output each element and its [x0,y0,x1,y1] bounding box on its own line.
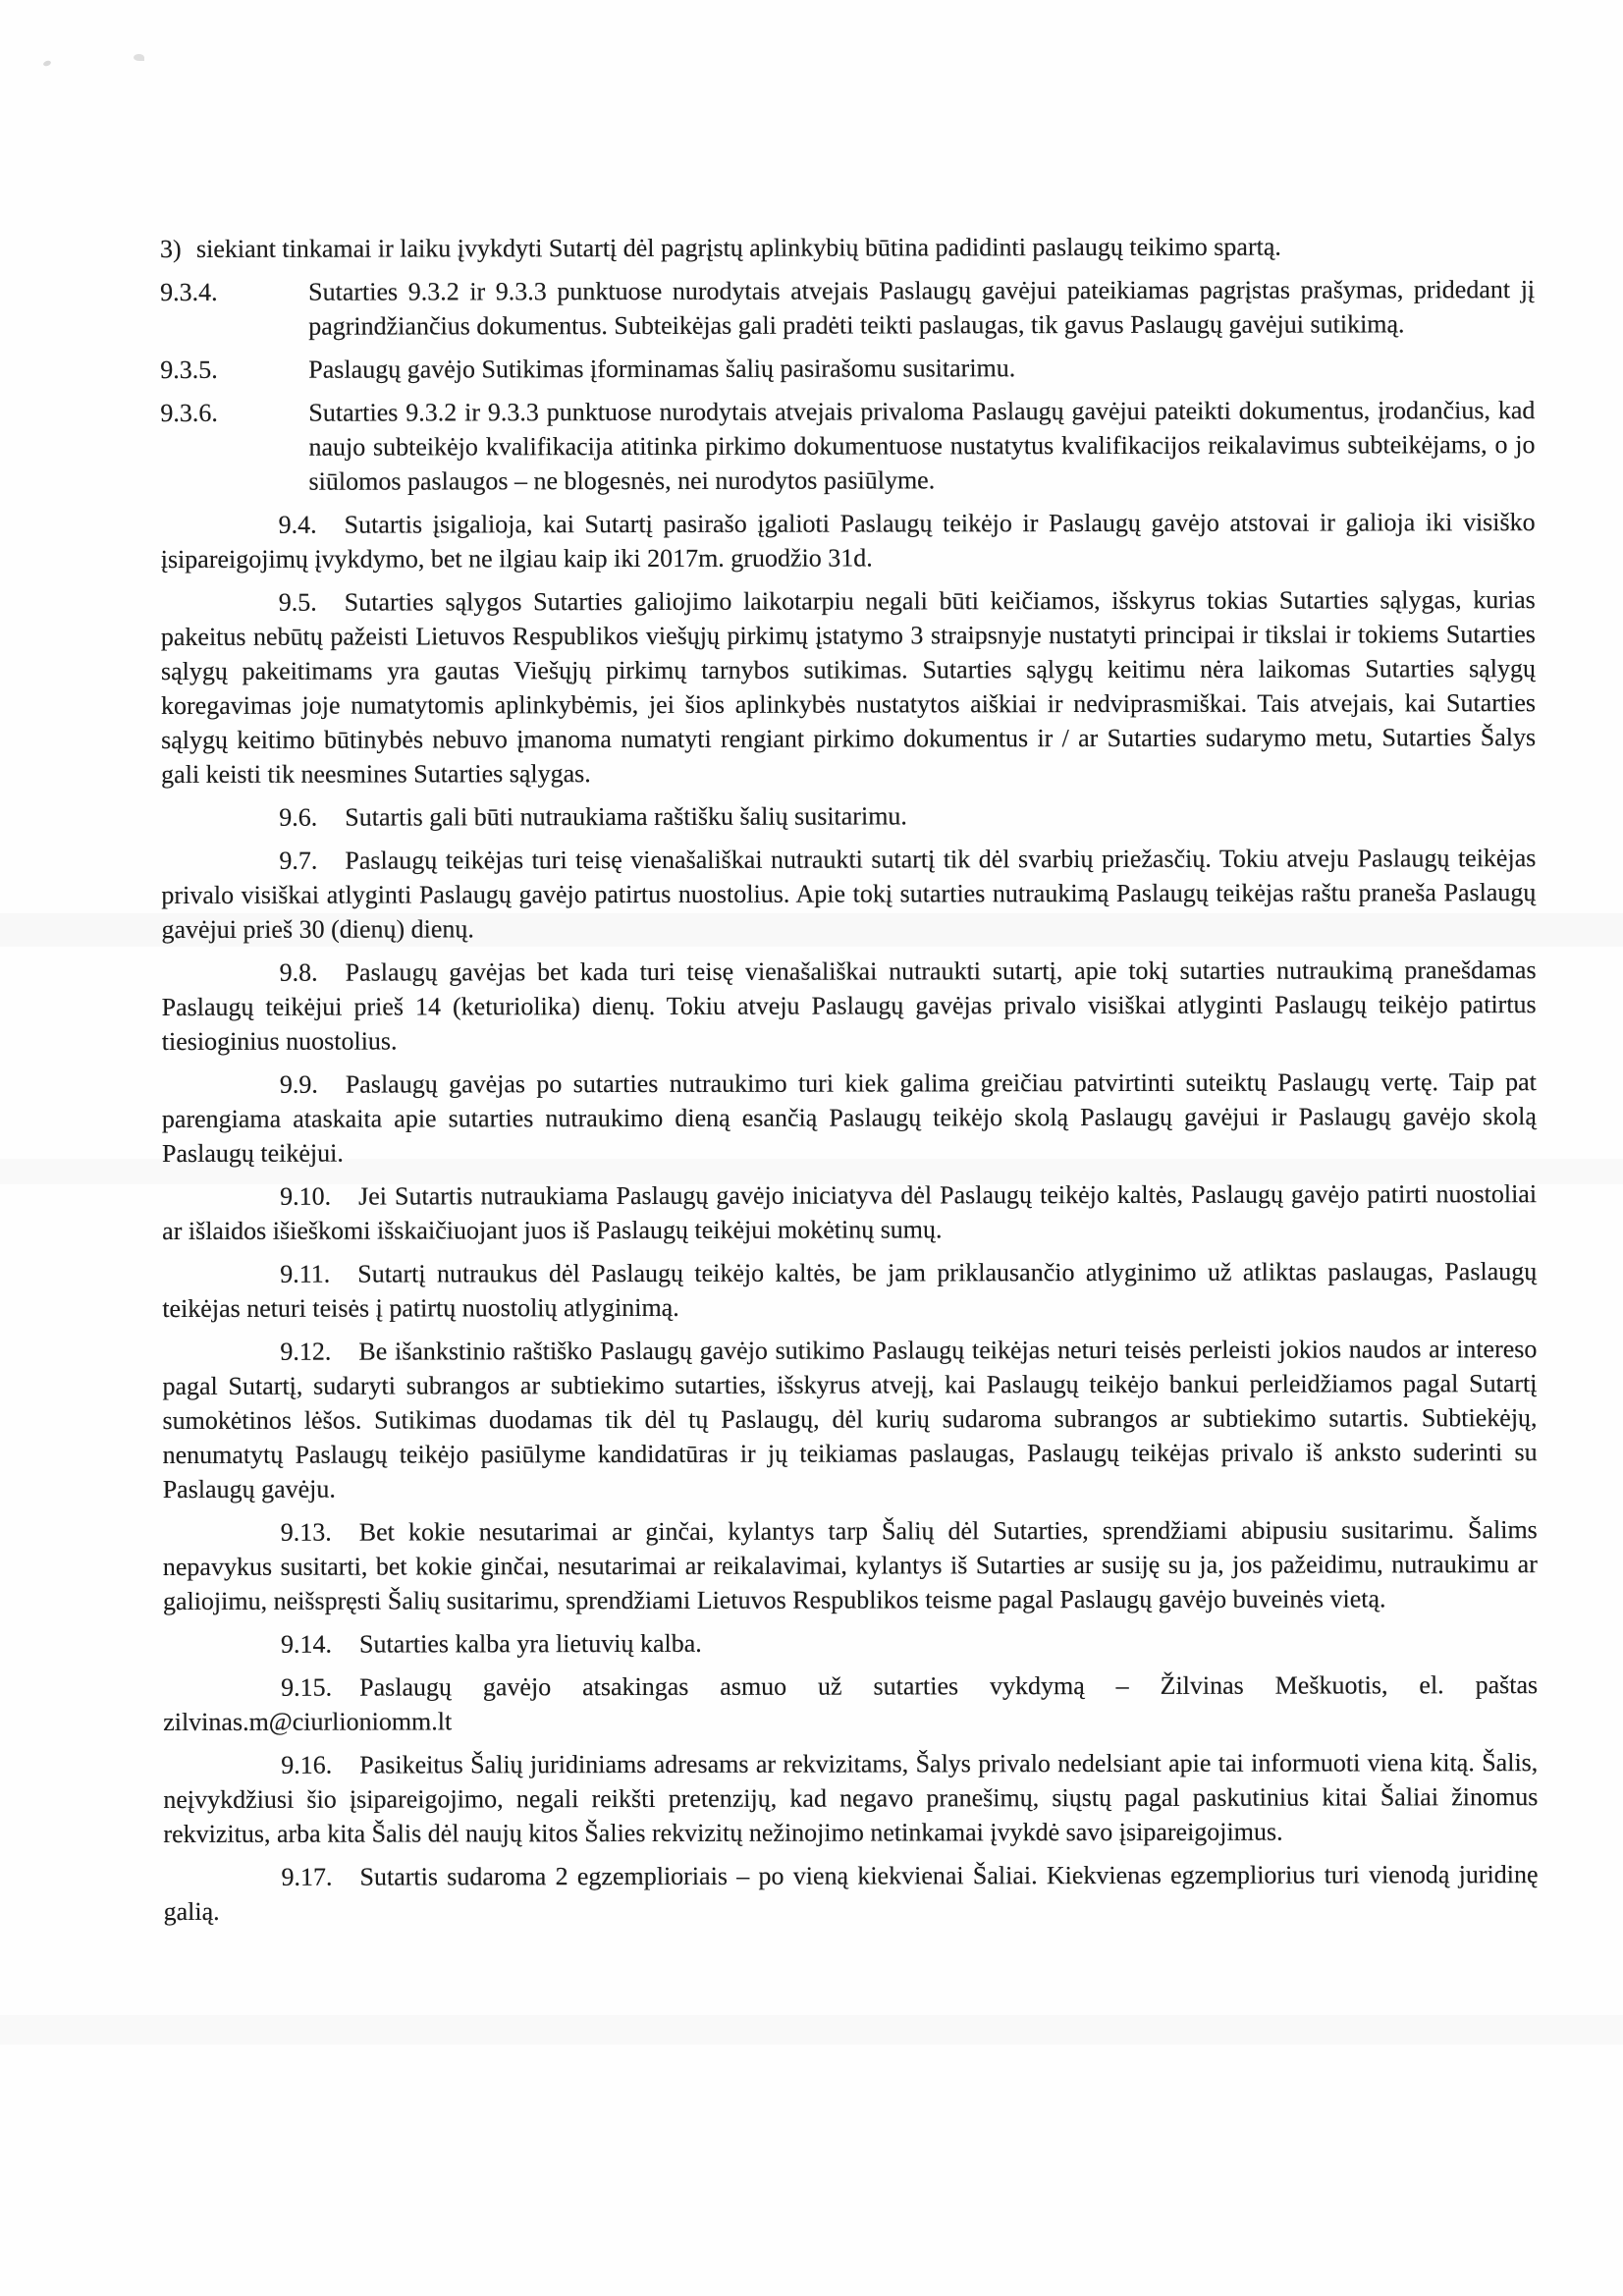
clause-9-3-5 [160,350,1535,387]
clause-9-11 [162,1254,1537,1326]
scan-band [0,2015,1623,2045]
clause-item-3 [160,229,1535,266]
clause-9-16 [163,1745,1538,1851]
clause-text: Bet kokie nesutarimai ar ginčai, kylantys tarp Šalių dėl Sutarties, sprendžiami abipusiu susitarimu. Šalims nepavykus susitarti, bet kokie ginčai, nesutarimai ar reikalavimai, kylantys iš Sutarties ar susiję su ja, jos pažeidimu, nutraukimu ar galiojimu, neišspręsti Šalių susitarimu, sprendžiami Lietuvos Respublikos teisme pagal Paslaugų gavėjo buveinės vietą. [162,1515,1538,1615]
scan-speck [134,54,144,61]
clause-text: Sutarties 9.3.2 ir 9.3.3 punktuose nurodytais atvejais Paslaugų gavėjui pateikiamas pagrįstas prašymas, pridedant jį pagrindžiančius dokumentus. Subteikėjas gali pradėti teikti paslaugas, tik gavus Paslaugų gavėjui sutikimą. [308,275,1536,341]
clause-text: Sutarties kalba yra lietuvių kalba. [358,1628,702,1659]
clause-9-6 [161,797,1536,835]
clause-text: Be išankstinio raštiško Paslaugų gavėjo sutikimo Paslaugų teikėjas neturi teisės perleisti jokios naudos ar intereso pagal Sutartį, sudaryti subrangos ar subtiekimo sutarties, išskyrus atvejį, kai Paslaugų teikėjo bankui perleidžiamos pagal Sutartį sumokėtinos lėšos. Sutikimas duodamas tik dėl tų Paslaugų, dėl kurių sudaroma subrangos ar subtiekimo sutartis. Subtiekėjų, nenumatytų Paslaugų teikėjo pasiūlyme kandidatūras ir jų teikiamas paslaugas, Paslaugų teikėjas privalo iš anksto suderinti su Paslaugų gavėju. [162,1335,1538,1503]
clause-9-3-6 [160,393,1535,499]
clause-9-12 [162,1332,1537,1506]
clause-9-5 [161,582,1536,792]
clause-9-15 [163,1667,1538,1739]
clause-text: Paslaugų gavėjo Sutikimas įforminamas šalių pasirašomu susitarimu. [308,354,1016,384]
clause-number: 9.14. [280,1629,333,1659]
clause-text: Pasikeitus Šalių juridiniams adresams ar rekvizitams, Šalys privalo nedelsiant apie tai informuoti viena kitą. Šalis, neįvykdžiusi šio įsipareigojimo, negali reikšti pretenzijų, kad negavo pranešimų, siųstų pagal paskutinius kitai Šaliai žinomus rekvizitus, arba kita Šalis dėl naujų kitos Šalies rekvizitų nežinojimo netinkamai įvykdė savo įsipareigojimus. [163,1748,1539,1848]
clause-text: Paslaugų gavėjas po sutarties nutraukimo turi kiek galima greičiau patvirtinti suteiktų Paslaugų vertę. Taip pat parengiama ataskaita apie sutarties nutraukimo dieną esančią Paslaugų teikėjo skolą Paslaugų gavėjui ir Paslaugų gavėjo skolą Paslaugų teikėjui. [161,1067,1537,1168]
scan-speck [42,60,51,67]
clause-9-10 [162,1176,1537,1248]
clause-number: 3) [160,234,182,263]
clause-number: 9.5. [278,587,317,617]
clause-9-14 [163,1624,1538,1662]
clause-number: 9.4. [278,510,317,539]
clause-number: 9.7. [279,846,318,875]
clause-text: Sutartis gali būti nutraukiama raštišku šalių susitarimu. [345,801,907,832]
clause-text: Sutartis sudaroma 2 egzemplioriais – po vieną kiekvienai Šaliai. Kiekvienas egzempliorius turi vienodą juridinę galią. [163,1860,1539,1926]
clause-number: 9.11. [280,1259,331,1288]
clause-number: 9.3.6. [160,398,218,427]
clause-number: 9.3.5. [160,355,218,384]
clause-number: 9.3.4. [160,277,218,306]
clause-text: Paslaugų gavėjo atsakingas asmuo už sutarties vykdymą – Žilvinas Meškuotis, el. paštas zilvinas.m@ciurlioniomm.lt [163,1670,1539,1736]
clause-number: 9.15. [281,1672,333,1702]
clause-number: 9.16. [281,1750,333,1779]
clause-9-13 [163,1512,1538,1618]
clause-text: Sutartį nutraukus dėl Paslaugų teikėjo kaltės, be jam priklausančio atlyginimo už atliktas paslaugas, Paslaugų teikėjas neturi teisės į patirtų nuostolių atlyginimą. [162,1257,1538,1323]
clause-number: 9.12. [280,1337,332,1366]
clause-number: 9.6. [279,802,318,832]
clause-text: siekiant tinkamai ir laiku įvykdyti Sutartį dėl pagrįstų aplinkybių būtina padidinti paslaugų teikimo spartą. [196,232,1281,263]
clause-text: Paslaugų gavėjas bet kada turi teisę vienašališkai nutraukti sutartį, apie tokį sutarties nutraukimą pranešdamas Paslaugų teikėjui prieš 14 (keturiolika) dienų. Tokiu atveju Paslaugų gavėjas privalo visiškai atlyginti Paslaugų teikėjo patirtus tiesioginius nuostolius. [161,956,1537,1056]
clause-9-7 [161,841,1536,947]
clause-9-9 [162,1065,1537,1171]
clause-text: Sutarties sąlygos Sutarties galiojimo laikotarpiu negali būti keičiamos, išskyrus tokias Sutarties sąlygas, kurias pakeitus nebūtų pažeisti Lietuvos Respublikos viešųjų pirkimų įstatymo 3 straipsnyje nustatyti principai ir tikslai ir tokiems Sutarties sąlygų pakeitimams yra gautas Viešųjų pirkimų tarnybos sutikimas. Sutarties sąlygų keitimu nėra laikomas Sutarties sąlygų koregavimas joje numatytomis aplinkybėmis, jei šios aplinkybės nustatytos aiškiai ir nedviprasmiškai. Tais atvejais, kai Sutarties sąlygų keitimo būtinybės nebuvo įmanoma numatyti rengiant pirkimo dokumentus ir / ar Sutarties sudarymo metu, Sutarties Šalys gali keisti tik neesmines Sutarties sąlygas. [160,585,1537,789]
clause-number: 9.9. [279,1069,318,1099]
contract-clauses [160,229,1539,1938]
clause-text: Sutarties 9.3.2 ir 9.3.3 punktuose nurodytais atvejais privaloma Paslaugų gavėjui pateikti dokumentus, įrodančius, kad naujo subteikėjo kvalifikacija atitinka pirkimo dokumentuose nustatytus kvalifikacijos reikalavimus subteikėjams, o jo siūlomos paslaugos – ne blogesnės, nei nurodytos pasiūlyme. [308,396,1536,496]
clause-9-17 [163,1857,1538,1929]
clause-number: 9.8. [279,957,318,987]
clause-text: Sutartis įsigalioja, kai Sutartį pasirašo įgalioti Paslaugų teikėjo ir Paslaugų gavėjo atstovai ir galioja iki visiško įsipareigojimų įvykdymo, bet ne ilgiau kaip iki 2017m. gruodžio 31d. [160,508,1536,574]
clause-number: 9.13. [280,1517,332,1547]
clause-text: Jei Sutartis nutraukiama Paslaugų gavėjo iniciatyva dėl Paslaugų teikėjo kaltės, Paslaugų gavėjo patirti nuostoliai ar išlaidos išieškomi išskaičiuojant juos iš Paslaugų teikėjui mokėtinų sumų. [162,1179,1538,1245]
clause-9-8 [162,953,1537,1059]
clause-9-3-4 [160,272,1535,344]
clause-number: 9.17. [281,1862,333,1891]
clause-text: Paslaugų teikėjas turi teisę vienašališkai nutraukti sutartį tik dėl svarbių priežasčių. Tokiu atveju Paslaugų teikėjas privalo visiškai atlyginti Paslaugų gavėjo patirtus nuostolius. Apie tokį sutarties nutraukimą Paslaugų teikėjas raštu praneša Paslaugų gavėjui prieš 30 (dienų) dienų. [161,844,1537,944]
clause-number: 9.10. [280,1181,332,1211]
clause-9-4 [161,505,1536,576]
